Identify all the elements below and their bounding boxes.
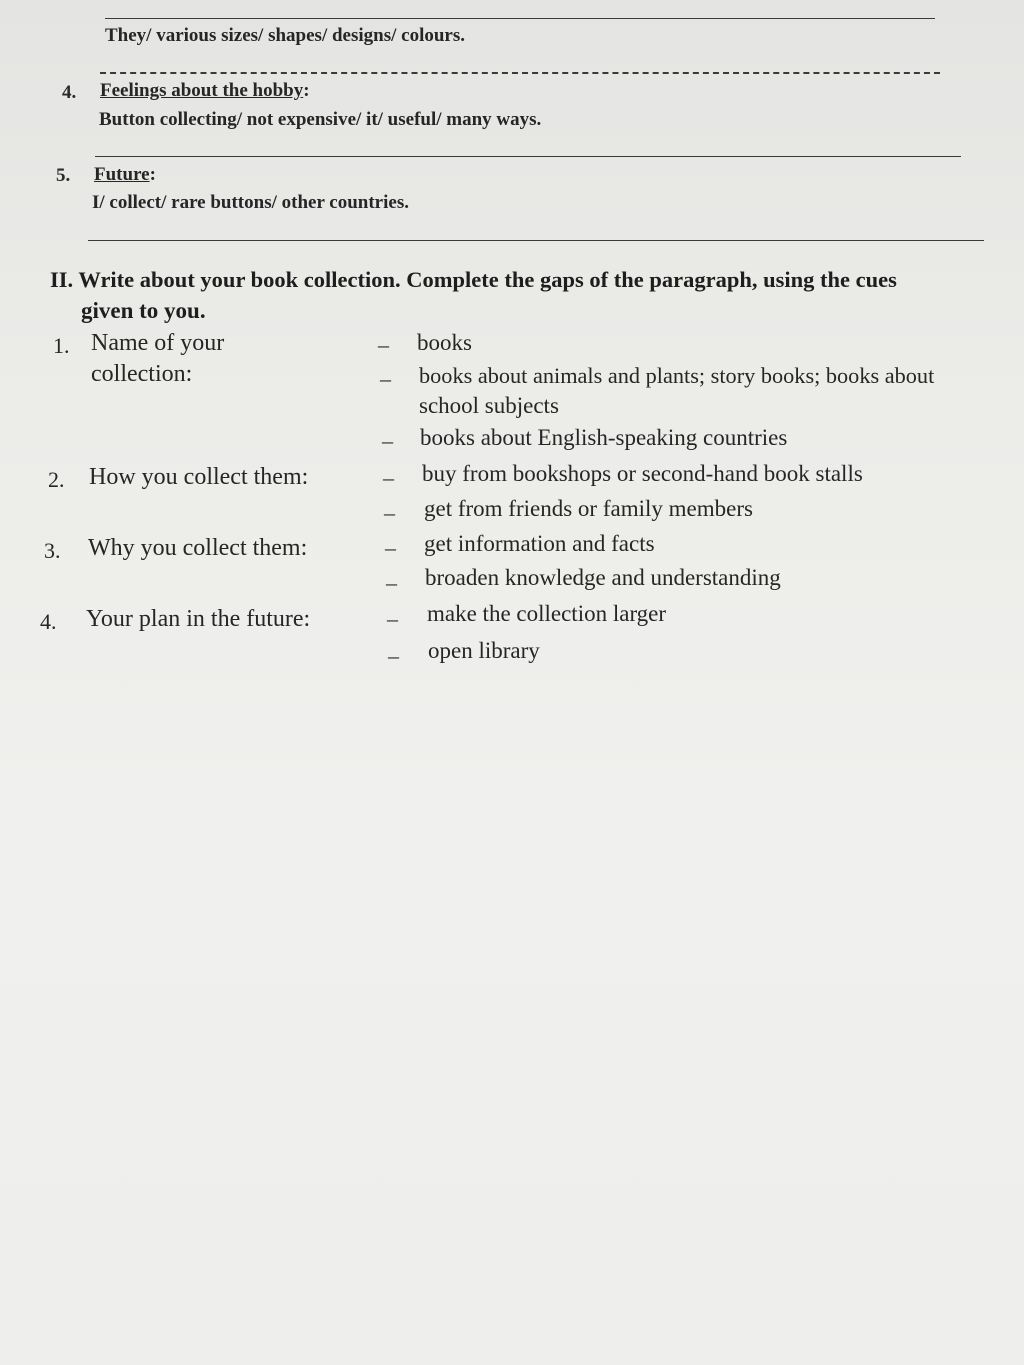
heading-colon: : — [303, 80, 310, 101]
cue-item: books — [417, 330, 472, 355]
cue-line-future: I/ collect/ rare buttons/ other countries. — [92, 192, 409, 213]
cue-item: get information and facts — [424, 531, 655, 556]
section-heading: II. Write about your book collection. Complete the gaps of the paragraph, using the cues — [50, 267, 897, 292]
item-label: Your plan in the future: — [86, 606, 311, 632]
cue-item: buy from bookshops or second-hand book stalls — [422, 461, 863, 486]
cue-dash: – — [387, 606, 398, 631]
cue-dash: – — [388, 643, 399, 668]
cue-item-cont: school subjects — [419, 393, 559, 418]
item-number: 3. — [44, 538, 61, 563]
item-label: How you collect them: — [89, 464, 309, 490]
heading-text: Future — [94, 164, 150, 185]
cue-item: open library — [428, 638, 540, 663]
cue-dash: – — [386, 570, 397, 595]
cue-dash: – — [383, 465, 394, 490]
answer-line — [105, 18, 935, 19]
answer-line — [88, 240, 984, 241]
cue-item: get from friends or family members — [424, 496, 753, 521]
item-label-cont: collection: — [91, 361, 193, 387]
heading-text: Feelings about the hobby — [100, 80, 304, 101]
answer-line — [95, 156, 961, 157]
item-label: Name of your — [91, 330, 225, 356]
cue-item: books about English-speaking countries — [420, 425, 788, 450]
item-label: Why you collect them: — [88, 535, 308, 561]
item-number: 4. — [62, 82, 77, 103]
cue-dash: – — [382, 428, 393, 453]
cue-line-feelings: Button collecting/ not expensive/ it/ useful/ many ways. — [99, 109, 542, 130]
cue-dash: – — [385, 535, 396, 560]
cue-dash: – — [384, 500, 395, 525]
heading-colon: : — [149, 164, 156, 185]
item-number: 4. — [40, 609, 57, 634]
item-number: 5. — [56, 165, 71, 186]
cue-dash: – — [380, 366, 391, 391]
item-number: 2. — [48, 467, 65, 492]
section-heading-cont: given to you. — [81, 298, 206, 323]
cue-item: books about animals and plants; story books; books about — [419, 363, 935, 388]
cue-item: broaden knowledge and understanding — [425, 565, 781, 590]
cue-line-they: They/ various sizes/ shapes/ designs/ colours. — [105, 25, 465, 46]
cue-dash: – — [378, 332, 389, 357]
item-heading — [94, 164, 156, 186]
answer-line — [100, 72, 940, 74]
cue-item: make the collection larger — [427, 601, 667, 626]
item-heading — [100, 80, 310, 102]
item-number: 1. — [53, 333, 70, 358]
